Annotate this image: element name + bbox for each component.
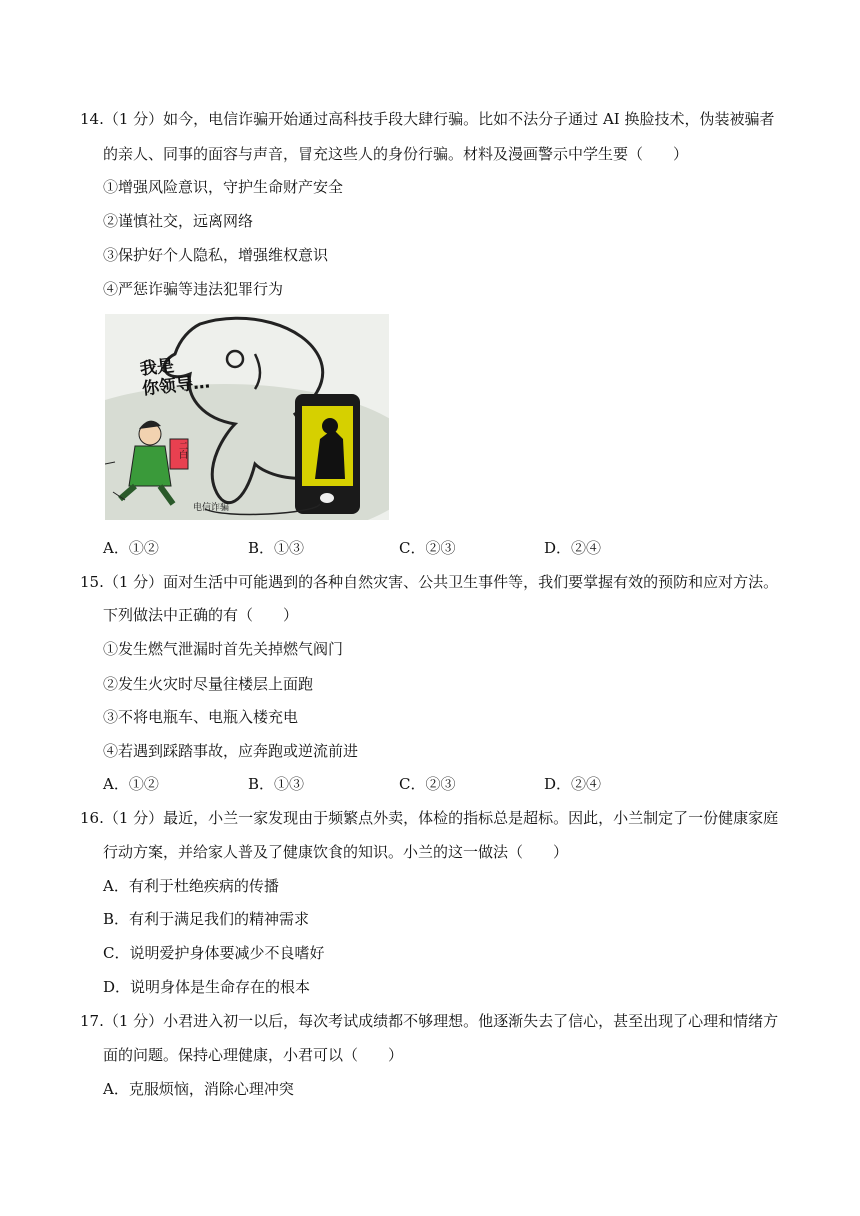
question-14-line-1: 14.（1 分）如今，电信诈骗开始通过高科技手段大肆行骗。比如不法分子通过 AI 换脸技术，伪装被骗者	[80, 110, 775, 128]
question-15-choice-d[interactable]: D．②④	[544, 775, 602, 793]
question-15-choice-a[interactable]: A．①②	[103, 775, 159, 793]
question-14-item-4: ④严惩诈骗等违法犯罪行为	[103, 280, 284, 298]
cartoon-fraud-sign: 电信诈骗	[193, 503, 230, 513]
question-16-choice-a[interactable]: A．有利于杜绝疾病的传播	[103, 877, 279, 895]
cartoon-drawing	[105, 314, 389, 520]
question-16-line-2: 行动方案，并给家人普及了健康饮食的知识。小兰的这一做法（ ）	[103, 843, 569, 861]
question-17-line-1: 17.（1 分）小君进入初一以后，每次考试成绩都不够理想。他逐渐失去了信心，甚至出现了心理和情绪方	[80, 1012, 779, 1030]
fraud-cartoon-image	[105, 314, 389, 520]
cartoon-speech-line-1: 我是	[139, 356, 175, 380]
question-14-choice-a[interactable]: A．①②	[103, 539, 159, 557]
question-14-item-1: ①增强风险意识，守护生命财产安全	[103, 178, 344, 196]
question-14-choice-d[interactable]: D．②④	[544, 539, 602, 557]
question-14-choice-b[interactable]: B．①③	[248, 539, 305, 557]
question-14-choice-c[interactable]: C．②③	[399, 539, 456, 557]
question-16-choice-c[interactable]: C．说明爱护身体要减少不良嗜好	[103, 944, 325, 962]
question-17-choice-a[interactable]: A．克服烦恼，消除心理冲突	[103, 1080, 294, 1098]
question-16-choice-b[interactable]: B．有利于满足我们的精神需求	[103, 910, 310, 928]
question-15-item-2: ②发生火灾时尽量往楼层上面跑	[103, 675, 314, 693]
question-15-item-3: ③不将电瓶车、电瓶入楼充电	[103, 708, 299, 726]
question-14-item-3: ③保护好个人隐私，增强维权意识	[103, 246, 329, 264]
question-15-line-2: 下列做法中正确的有（ ）	[103, 606, 299, 624]
question-16-line-1: 16.（1 分）最近，小兰一家发现由于频繁点外卖，体检的指标总是超标。因此，小兰制定了一份健康家庭	[80, 809, 779, 827]
question-15-item-1: ①发生燃气泄漏时首先关掉燃气阀门	[103, 640, 344, 658]
question-15-choice-c[interactable]: C．②③	[399, 775, 456, 793]
question-16-choice-d[interactable]: D．说明身体是生命存在的根本	[103, 978, 311, 996]
question-14-line-2: 的亲人、同事的面容与声音，冒充这些人的身份行骗。材料及漫画警示中学生要（ ）	[103, 145, 689, 163]
question-15-choice-b[interactable]: B．①③	[248, 775, 305, 793]
question-15-line-1: 15.（1 分）面对生活中可能遇到的各种自然灾害、公共卫生事件等，我们要掌握有效的预防和应对方法。	[80, 573, 779, 591]
cartoon-speech-text	[139, 353, 211, 400]
question-17-line-2: 面的问题。保持心理健康，小君可以（ ）	[103, 1046, 404, 1064]
question-14-item-2: ②谨慎社交，远离网络	[103, 212, 254, 230]
question-15-item-4: ④若遇到踩踏事故，应奔跑或逆流前进	[103, 742, 359, 760]
cartoon-speech-line-2: 你领导…	[141, 372, 211, 400]
cartoon-card-text: 二白	[177, 441, 187, 459]
